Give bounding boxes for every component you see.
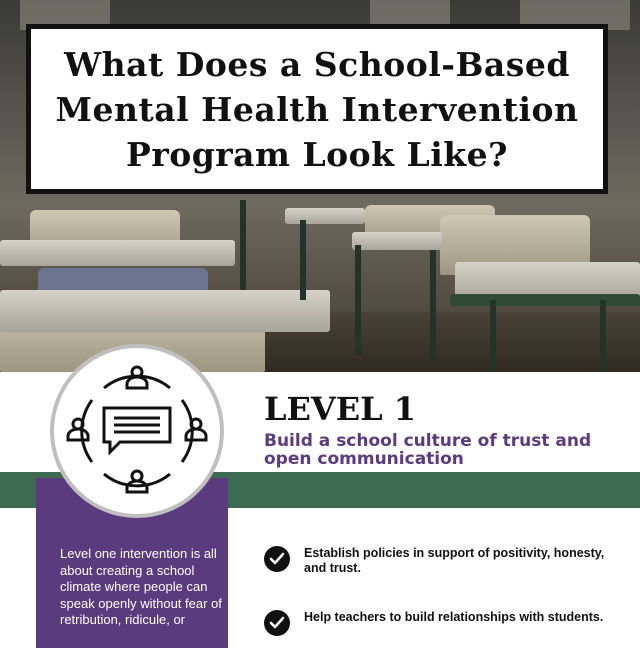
desk bbox=[352, 232, 442, 250]
desk-leg bbox=[240, 200, 246, 290]
desk bbox=[285, 208, 365, 224]
page-title: What Does a School-Based Mental Health Intervention Program Look Like? bbox=[55, 44, 579, 174]
level-heading: LEVEL 1 bbox=[264, 390, 417, 428]
desk-leg bbox=[430, 250, 436, 360]
icon-circle bbox=[50, 344, 224, 518]
checklist-text: Help teachers to build relationships with students. bbox=[304, 610, 604, 624]
checkmark-icon bbox=[264, 546, 290, 572]
level-subheading: Build a school culture of trust and open communication bbox=[264, 431, 592, 469]
level-description: Level one intervention is all about creating a school climate where people can speak openly without fear of retribution, ridicule, or bbox=[60, 546, 222, 627]
checklist-text: Establish policies in support of positivity, honesty, and trust. bbox=[304, 546, 605, 575]
desk-leg bbox=[490, 300, 496, 372]
people-communication-icon bbox=[64, 358, 210, 504]
checkmark-icon bbox=[264, 610, 290, 636]
desk-leg bbox=[355, 245, 361, 355]
desk-frame bbox=[450, 294, 640, 306]
title-box bbox=[26, 24, 608, 194]
desk bbox=[0, 240, 235, 266]
desk bbox=[0, 290, 330, 332]
desk-leg bbox=[300, 220, 306, 300]
desk-leg bbox=[600, 300, 606, 372]
